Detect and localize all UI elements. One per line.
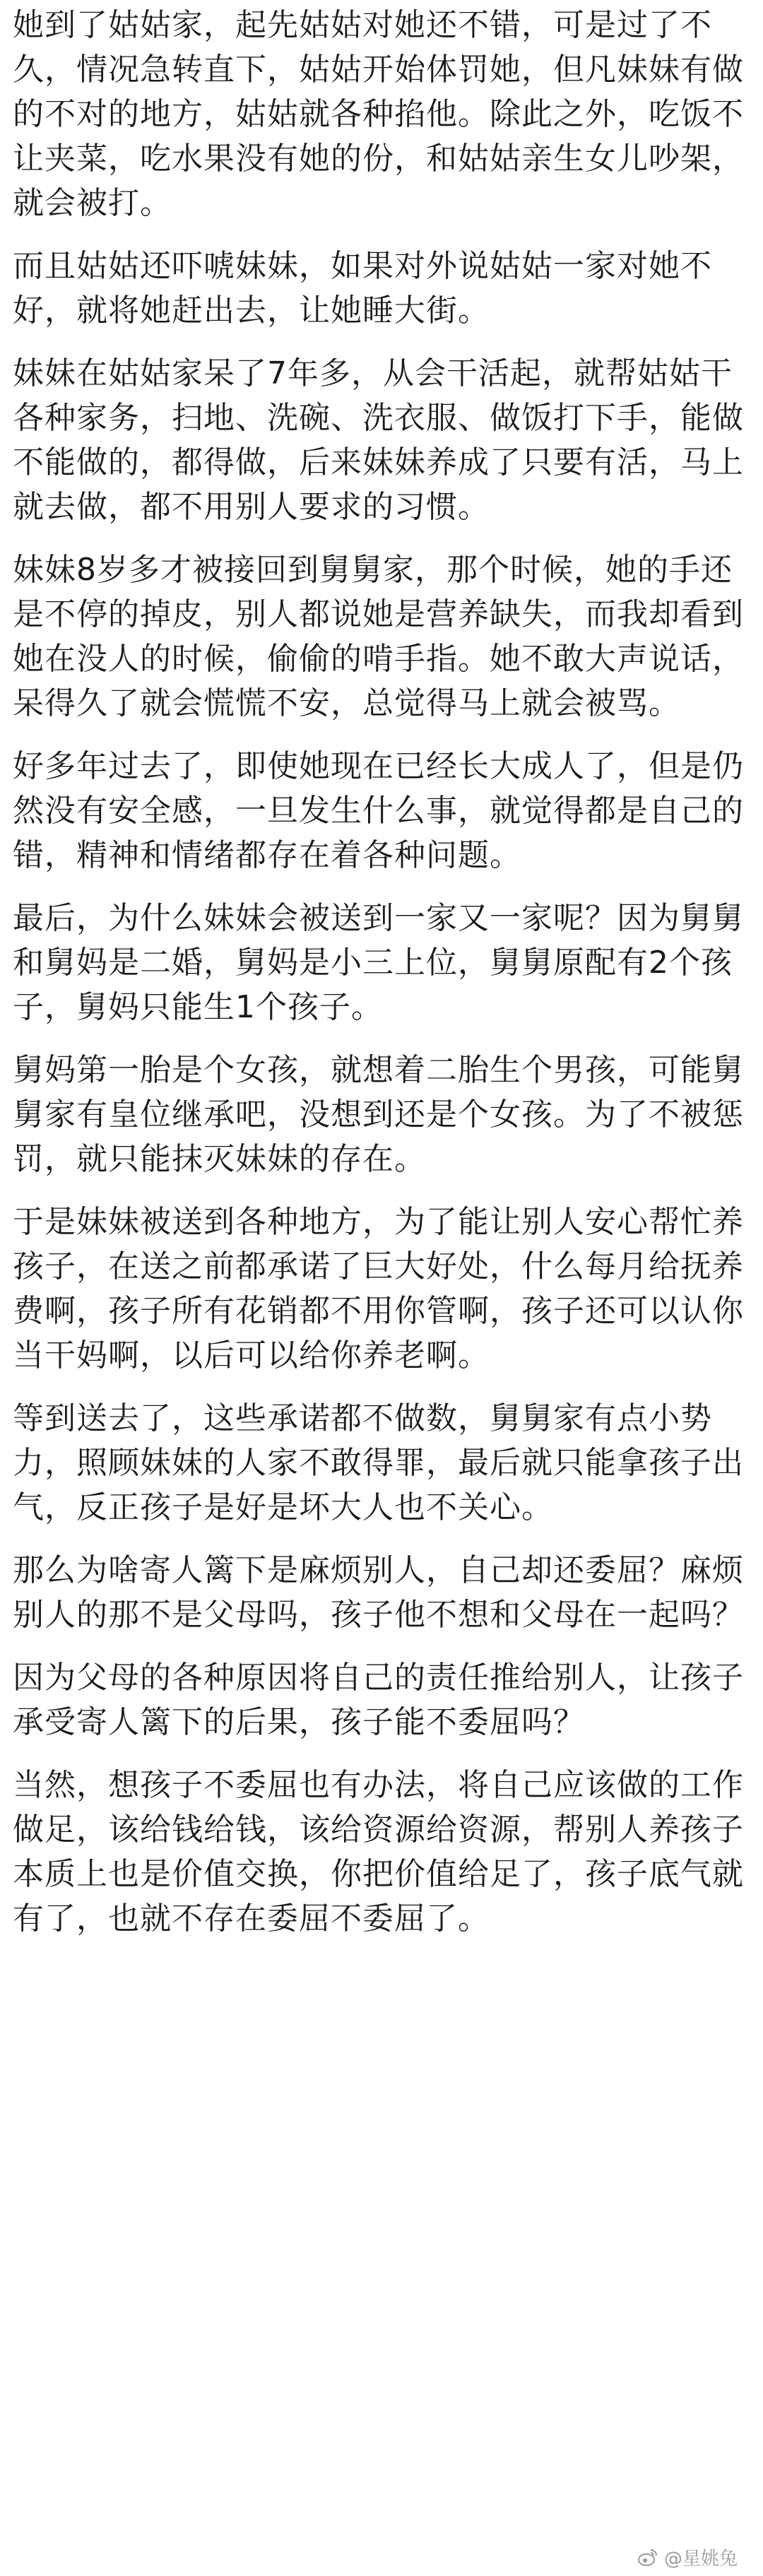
- article-body: [13, 0, 750, 1959]
- paragraph: 等到送去了，这些承诺都不做数，舅舅家有点小势力，照顾妹妹的人家不敢得罪，最后就只能拿孩子出气，反正孩子是好是坏大人也不关心。: [13, 1400, 744, 1525]
- paragraph: 因为父母的各种原因将自己的责任推给别人，让孩子承受寄人篱下的后果，孩子能不委屈吗？: [13, 1660, 744, 1740]
- paragraph: 当然，想孩子不委屈也有办法，将自己应该做的工作做足，该给钱给钱，该给资源给资源，帮别人养孩子本质上也是价值交换，你把价值给足了，孩子底气就有了，也就不存在委屈不委屈了。: [13, 1767, 744, 1937]
- paragraph: 她到了姑姑家，起先姑姑对她还不错，可是过了不久，情况急转直下，姑姑开始体罚她，但凡妹妹有做的不对的地方，姑姑就各种掐他。除此之外，吃饭不让夹菜，吃水果没有她的份，和姑姑亲生女儿吵架，就会被打。: [13, 7, 744, 221]
- paragraph: 最后，为什么妹妹会被送到一家又一家呢？因为舅舅和舅妈是二婚，舅妈是小三上位，舅舅原配有2个孩子，舅妈只能生1个孩子。: [13, 900, 744, 1025]
- paragraph: 好多年过去了，即使她现在已经长大成人了，但是仍然没有安全感，一旦发生什么事，就觉得都是自己的错，精神和情绪都存在着各种问题。: [13, 748, 744, 873]
- paragraph: 而且姑姑还吓唬妹妹，如果对外说姑姑一家对她不好，就将她赶出去，让她睡大街。: [13, 248, 712, 329]
- paragraph: 那么为啥寄人篱下是麻烦别人，自己却还委屈？麻烦别人的那不是父母吗，孩子他不想和父母在一起吗？: [13, 1552, 744, 1633]
- paragraph: 妹妹在姑姑家呆了7年多，从会干活起，就帮姑姑干各种家务，扫地、洗碗、洗衣服、做饭打下手，能做不能做的，都得做，后来妹妹养成了只要有活，马上就去做，都不用别人要求的习惯。: [13, 355, 744, 525]
- weibo-icon: [637, 2547, 658, 2568]
- paragraph: 妹妹8岁多才被接回到舅舅家，那个时候，她的手还是不停的掉皮，别人都说她是营养缺失，而我却看到她在没人的时候，偷偷的啃手指。她不敢大声说话，呆得久了就会慌慌不安，总觉得马上就会被骂。: [13, 552, 744, 721]
- paragraph: 舅妈第一胎是个女孩，就想着二胎生个男孩，可能舅舅家有皇位继承吧，没想到还是个女孩。为了不被惩罚，就只能抹灭妹妹的存在。: [13, 1052, 744, 1177]
- watermark: [637, 2544, 738, 2570]
- watermark-text: @星姚兔: [663, 2548, 738, 2570]
- paragraph: 于是妹妹被送到各种地方，为了能让别人安心帮忙养孩子，在送之前都承诺了巨大好处，什么每月给抚养费啊，孩子所有花销都不用你管啊，孩子还可以认你当干妈啊，以后可以给你养老啊。: [13, 1204, 744, 1373]
